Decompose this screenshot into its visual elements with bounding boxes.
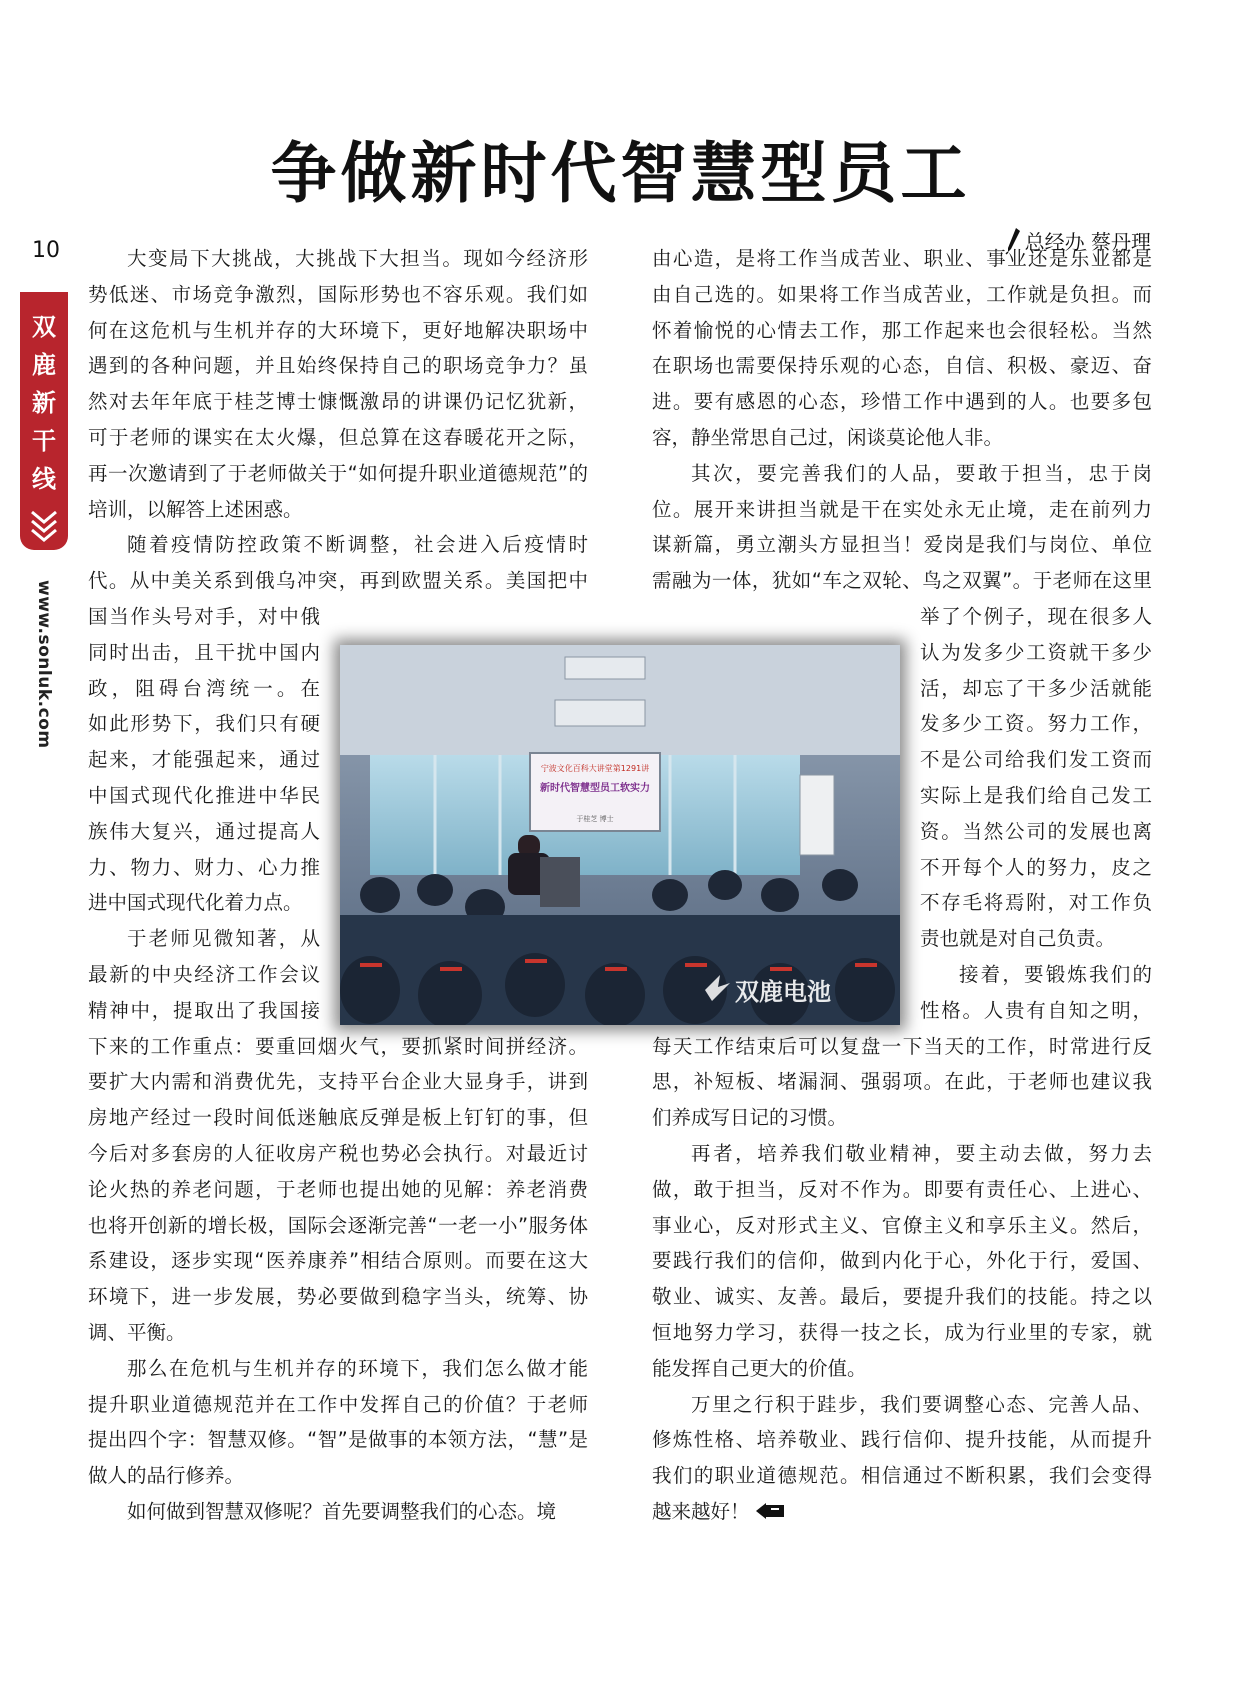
text-line: 修炼性格、培养敬业、践行信仰、提升技能，从而提升 (652, 1428, 1152, 1452)
text-line: 族伟大复兴，通过提高人 (88, 819, 320, 843)
text-line: 事业心，反对形式主义、官僚主义和享乐主义。然后， (652, 1213, 1152, 1237)
text-line: 需融为一体，犹如“车之双轮、鸟之双翼”。于老师在这里 (652, 569, 1152, 593)
text-line: 那么在危机与生机并存的环境下，我们怎么做才能 (127, 1356, 588, 1380)
text-line: 同时出击，且干扰中国内 (88, 640, 320, 664)
text-line: 发多少工资。努力工作， (920, 712, 1152, 736)
text-line: 力、物力、财力、心力推 (88, 855, 320, 879)
article-title: 争做新时代智慧型员工 (270, 135, 971, 212)
website-url (29, 580, 59, 749)
text-line: 越来越好！ (652, 1494, 1152, 1530)
text-line: 其次，要完善我们的人品，要敢于担当，忠于岗 (691, 461, 1152, 485)
text-line: 思，补短板、堵漏洞、强弱项。在此，于老师也建议我 (652, 1070, 1152, 1094)
text-line: 然对去年年底于桂芝博士慷慨激昂的讲课仍记忆犹新， (88, 390, 588, 414)
text-line: 由自己选的。如果将工作当成苦业，工作就是负担。而 (652, 282, 1152, 306)
text-line: 每天工作结束后可以复盘一下当天的工作，时常进行反 (652, 1034, 1152, 1058)
lecture-photo (340, 645, 900, 1025)
text-line: 做人的品行修养。 (88, 1464, 245, 1488)
text-line: 容，静坐常思自己过，闲谈莫论他人非。 (652, 426, 1004, 449)
section-tab (20, 292, 68, 550)
text-line: 势低迷、市场竞争激烈，国际形势也不容乐观。我们如 (88, 282, 588, 306)
text-line: 房地产经过一段时间低迷触底反弹是板上钉钉的事，但 (88, 1106, 588, 1130)
text-line: 怀着愉悦的心情去工作，那工作起来也会很轻松。当然 (652, 318, 1152, 342)
text-line: 何在这危机与生机并存的大环境下，更好地解决职场中 (88, 318, 588, 342)
text-line: 再者，培养我们敬业精神，要主动去做，努力去 (691, 1142, 1152, 1165)
text-line: 提出四个字：智慧双修。“智”是做事的本领方法，“慧”是 (88, 1428, 588, 1452)
text-line: 政，阻碍台湾统一。在 (88, 676, 320, 700)
byline-author: 总经办 蔡丹理 (1024, 230, 1151, 254)
page-number: 10 (32, 238, 60, 263)
text-line: 进。要有感恩的心态，珍惜工作中遇到的人。也要多包 (652, 390, 1152, 414)
text-line: 论火热的养老问题，于老师也提出她的见解：养老消费 (88, 1177, 588, 1201)
text-line: 精神中，提取出了我国接 (88, 998, 320, 1022)
text-line: 恒地努力学习，获得一技之长，成为行业里的专家，就 (652, 1321, 1152, 1344)
text-line: 要扩大内需和消费优先，支持平台企业大显身手，讲到 (88, 1070, 588, 1094)
text-line: 系建设，逐步实现“医养康养”相结合原则。而要在这大 (88, 1249, 588, 1273)
text-line: 我们的职业道德规范。相信通过不断积累，我们会变得 (652, 1464, 1152, 1488)
text-line: 性格。人贵有自知之明， (920, 998, 1152, 1022)
text-line: 培训，以解答上述困惑。 (88, 497, 303, 521)
text-line: 如此形势下，我们只有硬 (88, 712, 320, 736)
text-line: 举了个例子，现在很多人 (920, 605, 1152, 628)
text-line: 万里之行积于跬步，我们要调整心态、完善人品、 (691, 1392, 1152, 1416)
text-line: 于老师见微知著，从 (127, 927, 320, 951)
text-line: 环境下，进一步发展，势必要做到稳字当头，统筹、协 (88, 1285, 588, 1309)
text-line: 活，却忘了干多少活就能 (920, 676, 1152, 700)
text-line: 要践行我们的信仰，做到内化于心，外化于行，爱国、 (652, 1249, 1152, 1273)
text-line: 遇到的各种问题，并且始终保持自己的职场竞争力？虽 (88, 354, 588, 378)
text-line: 谋新篇，勇立潮头方显担当！爱岗是我们与岗位、单位 (652, 533, 1152, 557)
text-line: 认为发多少工资就干多少 (920, 640, 1152, 664)
text-line: 下来的工作重点：要重回烟火气，要抓紧时间拼经济。 (88, 1034, 588, 1058)
text-line: 位。展开来讲担当就是干在实处永无止境，走在前列力 (652, 497, 1152, 521)
text-line: 提升职业道德规范并在工作中发挥自己的价值？于老师 (88, 1392, 588, 1416)
text-line: 进中国式现代化着力点。 (88, 891, 303, 915)
screen-speaker: 于桂芝 博士 (576, 815, 614, 823)
text-line: 再一次邀请到了于老师做关于“如何提升职业道德规范”的 (88, 461, 588, 485)
chevron-down-icon (28, 508, 60, 542)
text-line: 也将开创新的增长极，国际会逐渐完善“一老一小”服务体 (88, 1213, 588, 1237)
text-line: 不存毛将焉附，对工作负 (920, 891, 1152, 915)
section-tab-label: 双鹿新干线 (32, 313, 56, 493)
end-mark-icon (756, 1503, 784, 1519)
text-line: 今后对多套房的人征收房产税也势必会执行。对最近讨 (88, 1142, 588, 1165)
text-line: 由心造，是将工作当成苦业、职业、事业还是乐业都是 (652, 247, 1152, 270)
text-line: 起来，才能强起来，通过 (88, 748, 320, 772)
screen-line2: 新时代智慧型员工软实力 (540, 783, 650, 794)
text-line: 如何做到智慧双修呢？首先要调整我们的心态。境 (127, 1500, 557, 1523)
text-line: 做，敢于担当，反对不作为。即要有责任心、上进心、 (652, 1177, 1152, 1201)
text-line: 资。当然公司的发展也离 (920, 819, 1152, 843)
text-line: 最新的中央经济工作会议 (88, 963, 320, 986)
photo-watermark: 双鹿电池 (735, 978, 831, 1006)
website-url-text: www.sonluk.com (34, 580, 54, 749)
text-line: 随着疫情防控政策不断调整，社会进入后疫情时 (127, 533, 588, 557)
text-line: 大变局下大挑战，大挑战下大担当。现如今经济形 (127, 247, 588, 270)
text-line: 们养成写日记的习惯。 (652, 1106, 848, 1130)
text-line: 敬业、诚实、友善。最后，要提升我们的技能。持之以 (652, 1285, 1152, 1309)
text-line: 接着，要锻炼我们的 (959, 963, 1152, 986)
text-line: 不开每个人的努力，皮之 (920, 855, 1152, 879)
screen-line1: 宁波文化百科大讲堂第1291讲 (540, 764, 650, 773)
text-line: 调、平衡。 (88, 1321, 186, 1344)
text-line: 责也就是对自己负责。 (920, 927, 1116, 951)
text-line: 中国式现代化推进中华民 (88, 784, 320, 807)
text-line: 国当作头号对手，对中俄 (88, 605, 320, 628)
text-line: 实际上是我们给自己发工 (920, 784, 1152, 807)
text-line: 能发挥自己更大的价值。 (652, 1356, 867, 1380)
text-line: 不是公司给我们发工资而 (920, 748, 1152, 772)
text-line: 在职场也需要保持乐观的心态，自信、积极、豪迈、奋 (652, 354, 1152, 378)
text-line: 可于老师的课实在太火爆，但总算在这春暖花开之际， (88, 426, 588, 449)
text-line: 代。从中美关系到俄乌冲突，再到欧盟关系。美国把中 (88, 569, 588, 593)
